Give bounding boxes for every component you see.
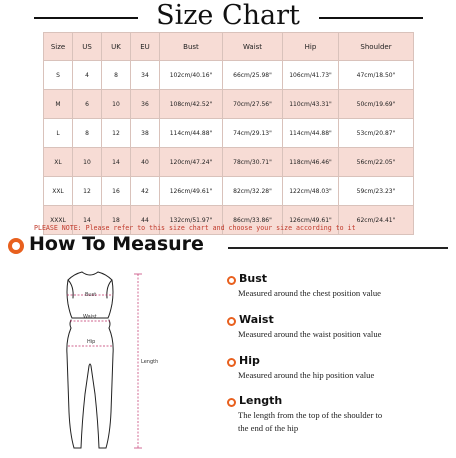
cell-shoulder: 47cm/18.50" — [339, 61, 414, 90]
cell-uk: 16 — [102, 177, 131, 206]
cell-hip: 126cm/49.61" — [283, 206, 339, 235]
body-figure — [40, 262, 180, 454]
cell-hip: 122cm/48.03" — [283, 177, 339, 206]
header-uk: UK — [102, 33, 131, 61]
table-header-row — [44, 33, 414, 61]
cell-eu: 34 — [131, 61, 160, 90]
cell-eu: 38 — [131, 119, 160, 148]
cell-size: XXXL — [44, 206, 73, 235]
measure-desc: the end of the hip — [238, 423, 299, 433]
cell-size: L — [44, 119, 73, 148]
section-title: How To Measure — [29, 233, 204, 255]
cell-eu: 44 — [131, 206, 160, 235]
bullet-icon — [227, 317, 236, 326]
cell-waist: 82cm/32.28" — [223, 177, 283, 206]
cell-hip: 118cm/46.46" — [283, 148, 339, 177]
cell-shoulder: 59cm/23.23" — [339, 177, 414, 206]
figure-label-length: Length — [141, 359, 159, 365]
cell-uk: 8 — [102, 61, 131, 90]
section-rule — [228, 247, 448, 249]
cell-bust: 108cm/42.52" — [160, 90, 223, 119]
header-shoulder: Shoulder — [339, 33, 414, 61]
cell-size: S — [44, 61, 73, 90]
measure-name: Length — [239, 394, 283, 407]
cell-bust: 126cm/49.61" — [160, 177, 223, 206]
measure-desc: Measured around the hip position value — [238, 370, 375, 380]
cell-hip: 110cm/43.31" — [283, 90, 339, 119]
mannequin-illustration — [40, 262, 180, 454]
figure-label-bust: Bust — [85, 292, 97, 298]
bullet-icon — [227, 358, 236, 367]
measure-desc: Measured around the chest position value — [238, 288, 381, 298]
ring-icon — [8, 238, 24, 254]
cell-uk: 14 — [102, 148, 131, 177]
header-hip: Hip — [283, 33, 339, 61]
cell-waist: 70cm/27.56" — [223, 90, 283, 119]
cell-bust: 120cm/47.24" — [160, 148, 223, 177]
cell-size: XXL — [44, 177, 73, 206]
cell-hip: 106cm/41.73" — [283, 61, 339, 90]
cell-shoulder: 53cm/20.87" — [339, 119, 414, 148]
title-rule-right — [319, 17, 423, 19]
measure-desc: Measured around the waist position value — [238, 329, 382, 339]
cell-uk: 12 — [102, 119, 131, 148]
figure-label-hip: Hip — [87, 339, 96, 345]
header-bust: Bust — [160, 33, 223, 61]
measure-name: Hip — [239, 354, 260, 367]
cell-bust: 132cm/51.97" — [160, 206, 223, 235]
cell-eu: 42 — [131, 177, 160, 206]
cell-uk: 10 — [102, 90, 131, 119]
cell-hip: 114cm/44.88" — [283, 119, 339, 148]
size-table — [43, 32, 414, 235]
cell-us: 4 — [73, 61, 102, 90]
figure-label-waist: Waist — [83, 314, 97, 320]
size-note: PLEASE NOTE: Please refer to this size chart and choose your size according to it — [34, 224, 356, 232]
table-row — [44, 148, 414, 177]
size-chart-header — [0, 2, 456, 32]
cell-bust: 114cm/44.88" — [160, 119, 223, 148]
table-row — [44, 90, 414, 119]
table-row — [44, 177, 414, 206]
bullet-icon — [227, 276, 236, 285]
table-row — [44, 119, 414, 148]
cell-eu: 36 — [131, 90, 160, 119]
cell-size: XL — [44, 148, 73, 177]
header-eu: EU — [131, 33, 160, 61]
header-waist: Waist — [223, 33, 283, 61]
cell-bust: 102cm/40.16" — [160, 61, 223, 90]
table-row — [44, 61, 414, 90]
cell-shoulder: 56cm/22.05" — [339, 148, 414, 177]
cell-shoulder: 62cm/24.41" — [339, 206, 414, 235]
measure-name: Waist — [239, 313, 274, 326]
cell-waist: 66cm/25.98" — [223, 61, 283, 90]
header-size: Size — [44, 33, 73, 61]
cell-uk: 18 — [102, 206, 131, 235]
cell-shoulder: 50cm/19.69" — [339, 90, 414, 119]
cell-eu: 40 — [131, 148, 160, 177]
cell-waist: 74cm/29.13" — [223, 119, 283, 148]
cell-us: 10 — [73, 148, 102, 177]
cell-size: M — [44, 90, 73, 119]
cell-waist: 86cm/33.86" — [223, 206, 283, 235]
measure-name: Bust — [239, 272, 268, 285]
cell-us: 8 — [73, 119, 102, 148]
measure-desc: The length from the top of the shoulder to — [238, 410, 383, 420]
cell-us: 12 — [73, 177, 102, 206]
cell-us: 6 — [73, 90, 102, 119]
bullet-icon — [227, 398, 236, 407]
cell-waist: 78cm/30.71" — [223, 148, 283, 177]
page-title: Size Chart — [156, 0, 300, 31]
header-us: US — [73, 33, 102, 61]
cell-us: 14 — [73, 206, 102, 235]
